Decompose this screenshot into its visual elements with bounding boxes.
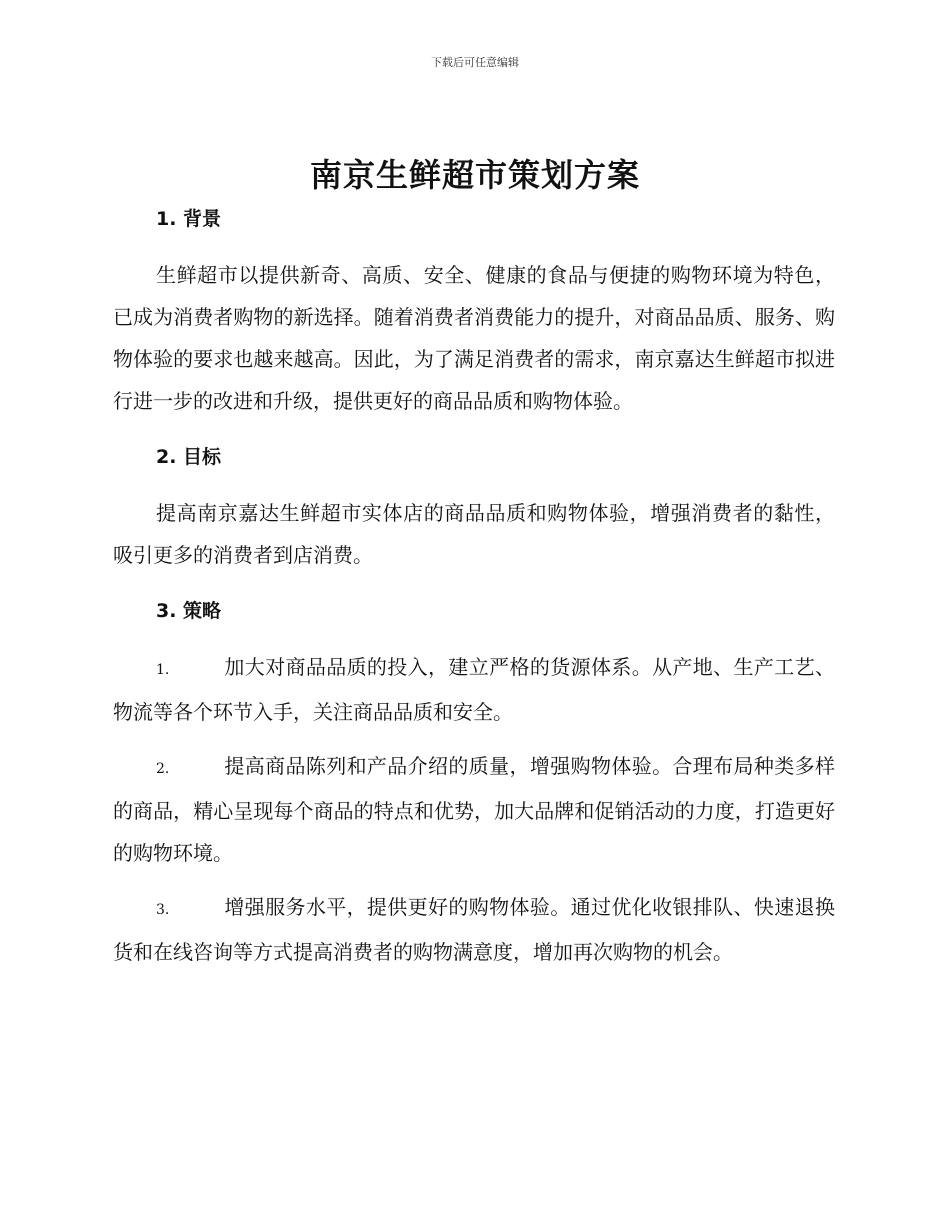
section-heading-goal: 2. 目标	[156, 446, 222, 468]
list-item-number: 1.	[156, 662, 170, 678]
list-item	[113, 745, 835, 874]
list-item-text: 提高商品陈列和产品介绍的质量，增强购物体验。合理布局种类多样的商品，精心呈现每个商品的特点和优势，加大品牌和促销活动的力度，打造更好的购物环境。	[113, 754, 835, 865]
list-item	[113, 646, 835, 733]
document-title: 南京生鲜超市策划方案	[309, 156, 640, 194]
list-item	[113, 886, 835, 973]
list-item-text: 加大对商品品质的投入，建立严格的货源体系。从产地、生产工艺、物流等各个环节入手，关注商品品质和安全。	[113, 655, 835, 724]
list-item-number: 2.	[156, 761, 170, 777]
goal-paragraph: 提高南京嘉达生鲜超市实体店的商品品质和购物体验，增强消费者的黏性，吸引更多的消费者到店消费。	[113, 501, 835, 567]
section-heading-strategy: 3. 策略	[156, 600, 222, 622]
header-note: 下载后可任意编辑	[431, 56, 519, 69]
background-paragraph: 生鲜超市以提供新奇、高质、安全、健康的食品与便捷的购物环境为特色，已成为消费者购物的新选择。随着消费者消费能力的提升，对商品品质、服务、购物体验的要求也越来越高。因此，为了满足消费者的需求，南京嘉达生鲜超市拟进行进一步的改进和升级，提供更好的商品品质和购物体验。	[113, 263, 835, 413]
list-item-text: 增强服务水平，提供更好的购物体验。通过优化收银排队、快速退换货和在线咨询等方式提高消费者的购物满意度，增加再次购物的机会。	[113, 895, 835, 964]
list-item-number: 3.	[156, 902, 170, 918]
section-heading-background: 1. 背景	[156, 208, 222, 230]
document-body	[113, 198, 835, 973]
